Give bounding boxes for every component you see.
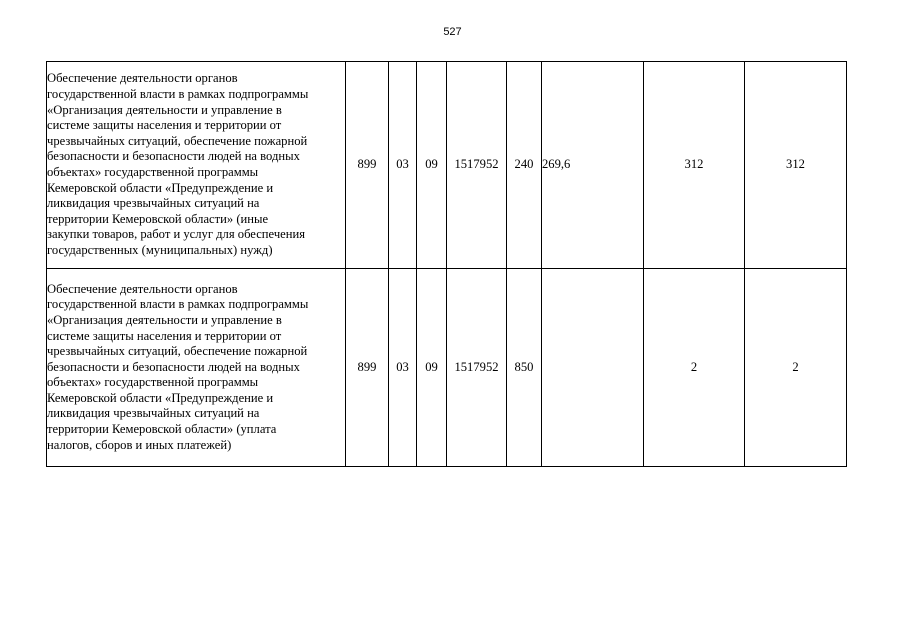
expense-type-code: 240 xyxy=(507,62,542,269)
budget-table xyxy=(46,61,847,467)
amount-year-3: 312 xyxy=(745,62,847,269)
amount-year-1 xyxy=(542,269,644,467)
subsection-code: 09 xyxy=(417,62,447,269)
ministry-code: 899 xyxy=(346,269,389,467)
section-code: 03 xyxy=(389,269,417,467)
page-number: 527 xyxy=(443,26,462,38)
subsection-code: 09 xyxy=(417,269,447,467)
target-article-code: 1517952 xyxy=(447,269,507,467)
section-code: 03 xyxy=(389,62,417,269)
table-row xyxy=(47,269,847,467)
ministry-code: 899 xyxy=(346,62,389,269)
amount-year-2: 312 xyxy=(644,62,745,269)
target-article-code: 1517952 xyxy=(447,62,507,269)
amount-year-3: 2 xyxy=(745,269,847,467)
amount-year-1: 269,6 xyxy=(542,62,644,269)
row-description: Обеспечение деятельности органов государственной власти в рамках подпрограммы «Организация деятельности и управление в системе защиты населения и территории от чрезвычайных ситуаций, обеспечение пожарной безопасности и безопасности людей на водных объектах» государственной программы Кемеровской области «Предупреждение и ликвидация чрезвычайных ситуаций на территории Кемеровской области» (уплата налогов, сборов и иных платежей) xyxy=(47,269,346,467)
expense-type-code: 850 xyxy=(507,269,542,467)
amount-year-2: 2 xyxy=(644,269,745,467)
row-description: Обеспечение деятельности органов государственной власти в рамках подпрограммы «Организация деятельности и управление в системе защиты населения и территории от чрезвычайных ситуаций, обеспечение пожарной безопасности и безопасности людей на водных объектах» государственной программы Кемеровской области «Предупреждение и ликвидация чрезвычайных ситуаций на территории Кемеровской области» (иные закупки товаров, работ и услуг для обеспечения государственных (муниципальных) нужд) xyxy=(47,62,346,269)
table-row xyxy=(47,62,847,269)
